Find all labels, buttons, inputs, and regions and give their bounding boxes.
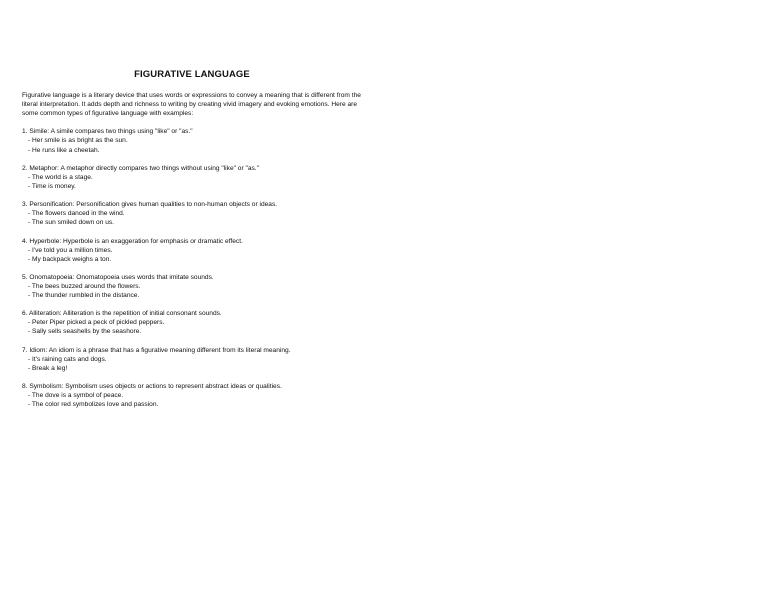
example-line: - It's raining cats and dogs.	[28, 355, 107, 363]
example-line: - Peter Piper picked a peck of pickled peppers.	[28, 319, 165, 327]
example-line: - The thunder rumbled in the distance.	[28, 292, 140, 300]
example-line: - The color red symbolizes love and passion.	[28, 401, 159, 409]
section-heading: 8. Symbolism: Symbolism uses objects or actions to represent abstract ideas or qualities.	[22, 383, 282, 390]
example-line: - The sun smiled down on us.	[28, 219, 115, 227]
example-line: - The world is a stage.	[28, 173, 93, 181]
section-onomatopoeia	[22, 273, 367, 300]
section-heading: 2. Metaphor: A metaphor directly compares two things without using "like" or "as."	[22, 164, 259, 172]
example-line: - The dove is a symbol of peace.	[28, 392, 124, 400]
section-heading: 6. Alliteration: Alliteration is the repetition of initial consonant sounds.	[22, 310, 222, 318]
section-heading: 7. Idiom: An idiom is a phrase that has a figurative meaning different from its literal meaning.	[22, 346, 291, 354]
section-personification	[22, 200, 367, 227]
section-heading: 5. Onomatopoeia: Onomatopoeia uses words that imitate sounds.	[22, 273, 214, 281]
example-line: - Her smile is as bright as the sun.	[28, 137, 128, 145]
example-line: - Break a leg!	[28, 364, 68, 372]
section-idiom	[22, 346, 367, 373]
section-heading: 3. Personification: Personification gives human qualities to non-human objects or ideas.	[22, 201, 278, 209]
document-title: FIGURATIVE LANGUAGE	[134, 69, 250, 80]
section-hyperbole	[22, 237, 367, 264]
section-symbolism	[22, 382, 367, 409]
section-alliteration	[22, 309, 367, 336]
example-line: - I've told you a million times.	[28, 246, 113, 254]
intro-paragraph: Figurative language is a literary device that uses words or expressions to convey a meaning that is different from the literal interpretation. It adds depth and richness to writing by creating vivid imagery and evoking emotions. Here are some common types of figurative language with examples:	[22, 92, 361, 118]
example-line: - Time is money.	[28, 182, 76, 190]
section-heading: 1. Simile: A simile compares two things using "like" or "as."	[22, 128, 193, 136]
section-metaphor	[22, 164, 367, 191]
section-simile	[22, 127, 367, 154]
example-line: - The flowers danced in the wind.	[28, 210, 125, 218]
example-line: - The bees buzzed around the flowers.	[28, 282, 141, 290]
example-line: - My backpack weighs a ton.	[28, 255, 112, 263]
example-line: - He runs like a cheetah.	[28, 146, 100, 154]
example-line: - Sally sells seashells by the seashore.	[28, 328, 142, 336]
document-body	[22, 91, 367, 409]
section-heading: 4. Hyperbole: Hyperbole is an exaggeration for emphasis or dramatic effect.	[22, 237, 243, 245]
